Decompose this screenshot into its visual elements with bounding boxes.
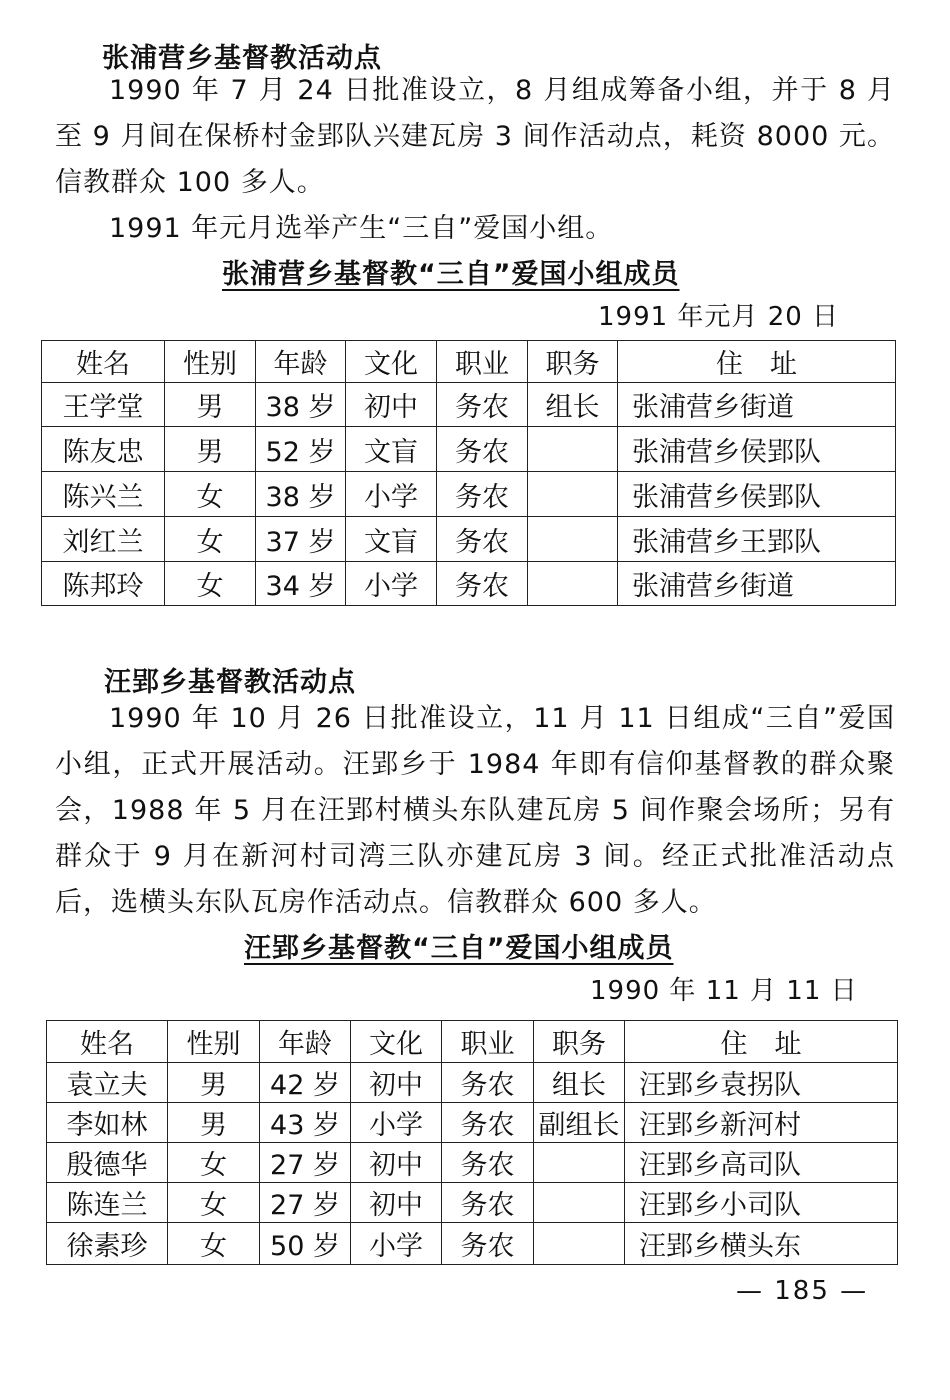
- table-row: [47, 1223, 898, 1265]
- table-cell: 务农: [437, 517, 528, 562]
- table-cell: 组长: [534, 1063, 625, 1103]
- table-cell: 殷德华: [47, 1143, 168, 1183]
- table-cell: 小学: [346, 562, 437, 606]
- column-header: 姓名: [47, 1021, 168, 1063]
- table-cell: 52 岁: [256, 427, 346, 472]
- table-row: [42, 472, 896, 517]
- paragraph: 1990 年 7 月 24 日批准设立，8 月组成筹备小组，并于 8 月至 9 月间在保桥村金郢队兴建瓦房 3 间作活动点，耗资 8000 元。信教群众 100 多人。: [55, 75, 895, 198]
- table-cell: 50 岁: [260, 1223, 351, 1265]
- table-cell: 袁立夫: [47, 1063, 168, 1103]
- table-cell: [528, 562, 618, 606]
- table-cell: 张浦营乡街道: [618, 383, 896, 427]
- table-cell: 务农: [442, 1143, 534, 1183]
- table-cell: 汪郢乡袁拐队: [625, 1063, 898, 1103]
- table-cell: 27 岁: [260, 1183, 351, 1223]
- table-cell: 男: [165, 383, 256, 427]
- table-cell: 文盲: [346, 517, 437, 562]
- column-header: 职业: [442, 1021, 534, 1063]
- table-cell: 务农: [442, 1183, 534, 1223]
- column-header: 住 址: [618, 341, 896, 383]
- table-cell: 小学: [351, 1103, 442, 1143]
- table-cell: 务农: [437, 427, 528, 472]
- section-heading: 汪郢乡基督教活动点: [104, 667, 356, 698]
- table-cell: 初中: [351, 1063, 442, 1103]
- paragraph: 1990 年 10 月 26 日批准设立，11 月 11 日组成“三自”爱国小组，正式开展活动。汪郢乡于 1984 年即有信仰基督教的群众聚会，1988 年 5 月在汪郢村横头东队建瓦房 5 间作聚会场所；另有群众于 9 月在新河村司湾三队亦建瓦房 3 间。经正式批准活动点后，选横头东队瓦房作活动点。信教群众 600 多人。: [55, 703, 895, 918]
- column-header: 性别: [165, 341, 256, 383]
- column-header: 职务: [534, 1021, 625, 1063]
- table-date: 1990 年 11 月 11 日: [590, 976, 858, 1006]
- table-cell: [528, 517, 618, 562]
- table-cell: 汪郢乡横头东: [625, 1223, 898, 1265]
- table-cell: 张浦营乡街道: [618, 562, 896, 606]
- section-body: [55, 68, 895, 252]
- table-cell: 组长: [528, 383, 618, 427]
- table-cell: 陈连兰: [47, 1183, 168, 1223]
- table-cell: [534, 1223, 625, 1265]
- table-cell: 女: [165, 517, 256, 562]
- column-header: 年龄: [260, 1021, 351, 1063]
- table-title: 汪郢乡基督教“三自”爱国小组成员: [244, 933, 674, 964]
- table-cell: [528, 427, 618, 472]
- table-row: [42, 562, 896, 606]
- table-cell: 小学: [346, 472, 437, 517]
- column-header: 年龄: [256, 341, 346, 383]
- table-cell: 汪郢乡小司队: [625, 1183, 898, 1223]
- table-cell: 女: [165, 562, 256, 606]
- table-cell: 务农: [437, 472, 528, 517]
- table-cell: 27 岁: [260, 1143, 351, 1183]
- table-cell: 文盲: [346, 427, 437, 472]
- table-cell: 刘红兰: [42, 517, 165, 562]
- table-cell: [528, 472, 618, 517]
- table-cell: 张浦营乡侯郢队: [618, 427, 896, 472]
- table-cell: [534, 1143, 625, 1183]
- table-cell: 男: [168, 1103, 260, 1143]
- column-header: 职业: [437, 341, 528, 383]
- members-table: [41, 340, 896, 606]
- table-cell: 陈兴兰: [42, 472, 165, 517]
- table-cell: 女: [168, 1183, 260, 1223]
- table-cell: 男: [165, 427, 256, 472]
- column-header: 职务: [528, 341, 618, 383]
- table-cell: 37 岁: [256, 517, 346, 562]
- table-row: [42, 383, 896, 427]
- table-cell: 女: [168, 1223, 260, 1265]
- members-table: [46, 1020, 898, 1265]
- table-row: [47, 1103, 898, 1143]
- table-cell: 陈邦玲: [42, 562, 165, 606]
- table-title: 张浦营乡基督教“三自”爱国小组成员: [222, 259, 680, 290]
- table-cell: 汪郢乡高司队: [625, 1143, 898, 1183]
- table-row: [47, 1143, 898, 1183]
- table-cell: 副组长: [534, 1103, 625, 1143]
- column-header: 姓名: [42, 341, 165, 383]
- table-cell: 女: [165, 472, 256, 517]
- table-cell: 务农: [442, 1223, 534, 1265]
- table-cell: 陈友忠: [42, 427, 165, 472]
- table-cell: 初中: [346, 383, 437, 427]
- table-cell: 务农: [442, 1103, 534, 1143]
- table-cell: 小学: [351, 1223, 442, 1265]
- table-cell: [534, 1183, 625, 1223]
- column-header: 文化: [351, 1021, 442, 1063]
- table-cell: 王学堂: [42, 383, 165, 427]
- column-header: 文化: [346, 341, 437, 383]
- table-cell: 汪郢乡新河村: [625, 1103, 898, 1143]
- table-cell: 42 岁: [260, 1063, 351, 1103]
- table-cell: 38 岁: [256, 383, 346, 427]
- table-cell: 李如林: [47, 1103, 168, 1143]
- page-number: — 185 —: [736, 1276, 869, 1306]
- table-row: [42, 517, 896, 562]
- table-cell: 务农: [442, 1063, 534, 1103]
- table-cell: 张浦营乡侯郢队: [618, 472, 896, 517]
- table-cell: 男: [168, 1063, 260, 1103]
- table-cell: 张浦营乡王郢队: [618, 517, 896, 562]
- table-header-row: [42, 341, 896, 383]
- table-cell: 34 岁: [256, 562, 346, 606]
- table-cell: 务农: [437, 383, 528, 427]
- table-cell: 徐素珍: [47, 1223, 168, 1265]
- table-date: 1991 年元月 20 日: [598, 302, 840, 332]
- table-cell: 初中: [351, 1143, 442, 1183]
- section-heading: 张浦营乡基督教活动点: [102, 43, 382, 74]
- column-header: 住 址: [625, 1021, 898, 1063]
- paragraph: 1991 年元月选举产生“三自”爱国小组。: [109, 213, 614, 244]
- table-row: [47, 1063, 898, 1103]
- table-cell: 女: [168, 1143, 260, 1183]
- table-cell: 43 岁: [260, 1103, 351, 1143]
- table-cell: 初中: [351, 1183, 442, 1223]
- table-header-row: [47, 1021, 898, 1063]
- table-cell: 38 岁: [256, 472, 346, 517]
- table-row: [42, 427, 896, 472]
- column-header: 性别: [168, 1021, 260, 1063]
- section-body: [55, 696, 895, 926]
- table-row: [47, 1183, 898, 1223]
- table-cell: 务农: [437, 562, 528, 606]
